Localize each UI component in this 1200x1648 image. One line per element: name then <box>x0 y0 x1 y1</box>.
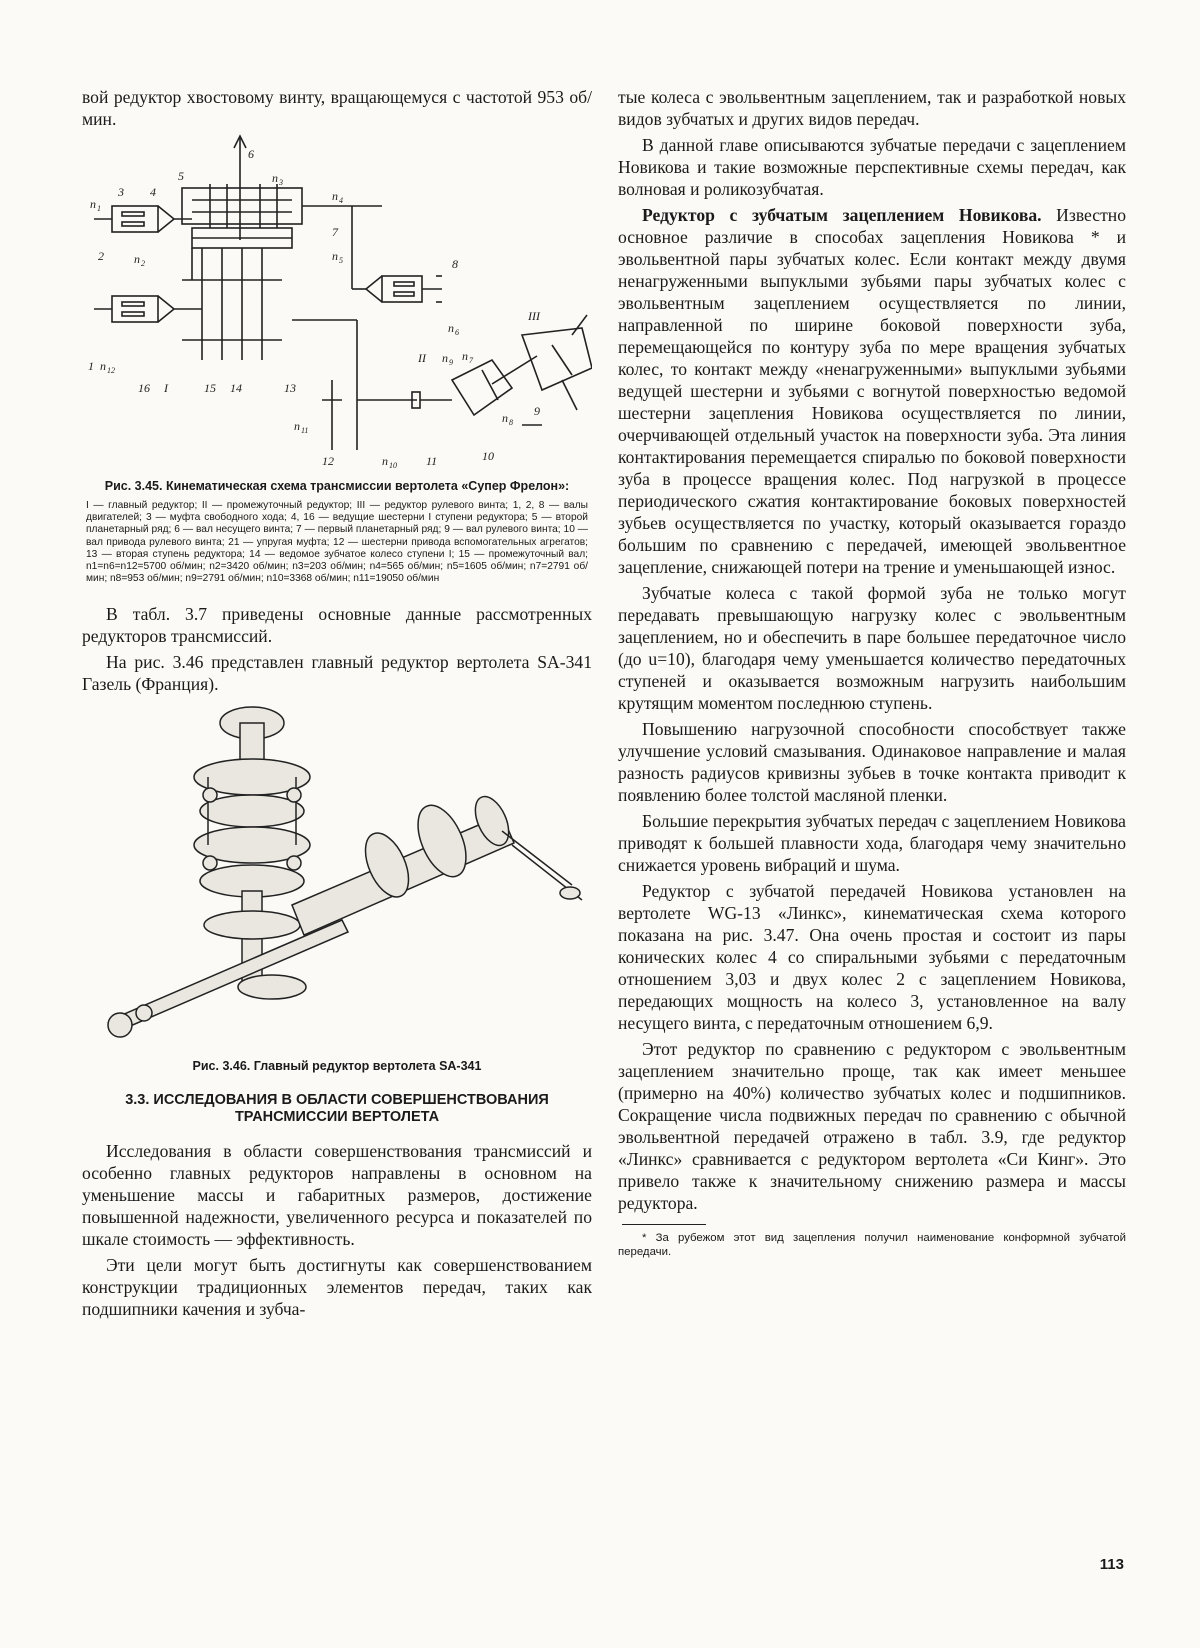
paragraph: Эти цели могут быть достигнуты как совершенствованием конструкции традиционных элементов передач, таких как подшипники качения и зубча- <box>82 1255 592 1320</box>
svg-text:5: 5 <box>178 169 184 183</box>
paragraph: Исследования в области совершенствования трансмиссий и особенно главных редукторов направлены в основном на уменьшение массы и габаритных размеров, достижение повышенной надежности, увеличенного ресурса и показателей по шкале стоимость — эффективность. <box>82 1141 592 1250</box>
svg-text:9: 9 <box>534 404 540 418</box>
svg-text:n: n <box>462 349 468 363</box>
footnote-divider <box>622 1224 706 1225</box>
svg-text:2: 2 <box>98 249 104 263</box>
svg-text:10: 10 <box>389 461 397 470</box>
svg-text:III: III <box>528 309 540 323</box>
svg-text:11: 11 <box>301 426 309 435</box>
paragraph: Большие перекрытия зубчатых передач с зацеплением Новикова приводят к большей плавности хода, благодаря чему значительно снижается уровень вибраций и шума. <box>618 811 1126 875</box>
svg-text:n: n <box>100 359 106 373</box>
figure-3-45 <box>82 130 592 585</box>
section-heading: 3.3. ИССЛЕДОВАНИЯ В ОБЛАСТИ СОВЕРШЕНСТВОВАНИЯ ТРАНСМИССИИ ВЕРТОЛЕТА <box>125 1092 549 1126</box>
svg-text:9: 9 <box>449 358 453 367</box>
paragraph: В табл. 3.7 приведены основные данные рассмотренных редукторов трансмиссий. <box>82 604 592 647</box>
svg-text:n: n <box>442 351 448 365</box>
paragraph: Этот редуктор по сравнению с редуктором с эвольвентным зацеплением значительно проще, так как имеет меньшее (примерно на 40%) количество зубчатых колес и подшипников. Сокращение числа подвижных передач по сравнению с обычной эвольвентной передачей отражено в табл. 3.9, где редуктор «Линкс» сравнивается с редуктором вертолета «Си Кинг». Это привело также к значительному снижению размера и массы редуктора. <box>618 1039 1126 1213</box>
right-column <box>618 86 1126 1259</box>
svg-text:16: 16 <box>138 381 150 395</box>
svg-text:12: 12 <box>322 454 334 468</box>
figure-caption: Рис. 3.46. Главный редуктор вертолета SA-341 <box>192 1059 482 1074</box>
svg-text:I: I <box>164 381 168 395</box>
svg-text:n: n <box>90 197 96 211</box>
gearbox-illustration <box>82 695 592 1055</box>
paragraph: Редуктор с зубчатой передачей Новикова установлен на вертолете WG-13 «Линкс», кинематическая схема которого показана на рис. 3.47. Она очень простая и состоит из пары конических колес 4 со спиральными зубьями с передаточным отношением 3,03 и двух колес 2 с зацеплением Новикова, передающих мощность на колесо 3, установленное на валу несущего винта, с передаточным отношением 6,9. <box>618 881 1126 1033</box>
svg-text:8: 8 <box>509 418 513 427</box>
svg-text:10: 10 <box>482 449 494 463</box>
paragraph <box>618 204 1126 578</box>
paragraph: На рис. 3.46 представлен главный редуктор вертолета SA-341 Газель (Франция). <box>82 652 592 695</box>
svg-text:n: n <box>502 411 508 425</box>
svg-text:7: 7 <box>469 356 473 365</box>
svg-text:13: 13 <box>284 381 296 395</box>
kinematic-scheme-diagram <box>82 130 592 475</box>
svg-text:n: n <box>272 171 278 185</box>
svg-text:7: 7 <box>332 225 338 239</box>
figure-caption: Рис. 3.45. Кинематическая схема трансмиссии вертолета «Супер Фрелон»: <box>104 479 570 493</box>
svg-text:3: 3 <box>118 185 124 199</box>
figure-legend: I — главный редуктор; II — промежуточный редуктор; III — редуктор рулевого винта; 1, 2, 8 — валы двигателей; 3 — муфта свободного хода; 4, 16 — ведущие шестерни I ступени редуктора; 5 — второй планетарный ряд; 6 — вал несущего винта; 7 — первый планетарный ряд; 9 — вал рулевого винта; 10 — вал привода рулевого винта; 21 — упругая муфта; 12 — шестерни привода вспомогательных агрегатов; 13 — вторая ступень редуктора; 14 — ведомое зубчатое колесо ступени I; 15 — промежуточный вал; n1=n6=n12=5700 об/мин; n2=3420 об/мин; n3=203 об/мин; n4=565 об/мин; n5=1605 об/мин; n7=2791 об/мин; n8=953 об/мин; n9=2791 об/мин; n10=3368 об/мин; n11=19050 об/мин <box>86 500 588 585</box>
svg-text:n: n <box>294 419 300 433</box>
left-column <box>82 86 592 1320</box>
svg-text:n: n <box>332 189 338 203</box>
svg-text:11: 11 <box>426 454 438 468</box>
svg-text:1: 1 <box>97 204 101 213</box>
svg-text:12: 12 <box>107 366 115 375</box>
footnote: * За рубежом этот вид зацепления получил наименование конформной зубчатой передачи. <box>618 1232 1126 1258</box>
paragraph: вой редуктор хвостовому винту, вращающемуся с частотой 953 об/мин. <box>82 87 592 129</box>
svg-text:n: n <box>332 249 338 263</box>
svg-text:3: 3 <box>279 178 283 187</box>
svg-text:8: 8 <box>452 257 458 271</box>
svg-text:2: 2 <box>141 259 145 268</box>
run-in-heading: Редуктор с зубчатым зацеплением Новикова. <box>642 205 1042 225</box>
paragraph: тые колеса с эвольвентным зацеплением, так и разработкой новых видов зубчатых и других видов передач. <box>618 87 1126 129</box>
svg-text:15: 15 <box>204 381 216 395</box>
svg-text:4: 4 <box>150 185 156 199</box>
paragraph: В данной главе описываются зубчатые передачи с зацеплением Новикова и такие возможные перспективные схемы передач, как волновая и роликозубчатая. <box>618 135 1126 199</box>
page-number: 113 <box>1099 1556 1124 1573</box>
svg-text:n: n <box>448 321 454 335</box>
paragraph-text: Известно основное различие в способах зацепления Новикова * и эвольвентной пары зубчатых колес. Если контакт между двумя ненагруженными выпуклыми зубьями пары зубчатых колес с эвольвентным зацеплением осуществляется по линии, направленной по ширине боковой поверхности зуба, перемещающейся по контуру зуба по мере вращения зубчатых колес, то контакт между «ненагруженными» выпуклыми зубьями ведущей шестерни и зубьями с вогнутой поверхностью ведомой шестерни зацепления Новикова осуществляется по линии, очерчивающей отдельный участок на поверхности зуба. Эта линия контактирования перемещается спиралью по боковой поверхности зуба в процессе вращения колес. Под нагрузкой в процессе периодического сжатия контактирование боковых поверхностей зубьев осуществляется по участку, который оказывается гораздо большим по сравнению с передачей, имеющей эвольвентное зацепление, снижающей потери на трение и уменьшающей износ. <box>618 205 1126 577</box>
svg-text:4: 4 <box>339 196 343 205</box>
svg-text:II: II <box>418 351 426 365</box>
svg-text:n: n <box>134 252 140 266</box>
paragraph: Зубчатые колеса с такой формой зуба не только могут передавать превышающую нагрузку колес с эвольвентным зацеплением, но и обеспечить в паре большее передаточное число (до u=10), благодаря чему уменьшается количество передаточных ступеней и оказывается возможным нагрузить наибольшим крутящим моментом последнюю ступень. <box>618 583 1126 713</box>
svg-text:n: n <box>382 454 388 468</box>
figure-3-46 <box>82 695 592 1074</box>
svg-text:5: 5 <box>339 256 343 265</box>
svg-text:6: 6 <box>455 328 459 337</box>
paragraph: Повышению нагрузочной способности способствует также улучшение условий смазывания. Одинаковое направление и малая разность радиусов кривизны зубьев в точке контакта приводит к появлению более толстой масляной пленки. <box>618 719 1126 805</box>
svg-text:1: 1 <box>88 359 94 373</box>
svg-text:14: 14 <box>230 381 242 395</box>
svg-text:6: 6 <box>248 147 254 161</box>
